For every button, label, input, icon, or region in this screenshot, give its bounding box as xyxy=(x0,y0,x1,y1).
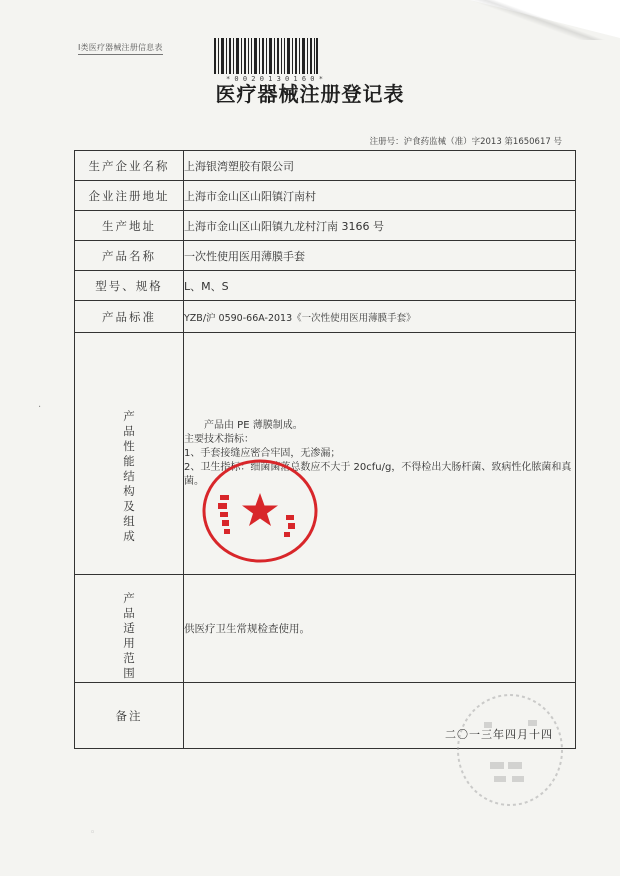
composition-item: 2、卫生指标：细菌菌落总数应不大于 20cfu/g，不得检出大肠杆菌、致病性化脓菌和真菌。 xyxy=(184,461,572,487)
row-label: 产品标准 xyxy=(75,301,184,333)
document-title: 医疗器械注册登记表 xyxy=(215,82,405,106)
composition-label: 产品性能结构及组成 xyxy=(123,408,135,543)
table-row xyxy=(75,151,576,181)
table-row xyxy=(75,241,576,271)
barcode-number: * 0 0 2 0 1 3 0 1 6 0 * xyxy=(226,75,323,83)
composition-label-cell xyxy=(75,333,184,575)
page-mark: · xyxy=(38,402,42,413)
row-value: 上海银湾塑胶有限公司 xyxy=(184,151,576,181)
composition-item: 1、手套接缝应密合牢固，无渗漏； xyxy=(184,447,341,459)
faint-stamp xyxy=(454,690,566,810)
table-row xyxy=(75,271,576,301)
row-value: YZB/沪 0590-66A-2013《一次性使用医用薄膜手套》 xyxy=(184,301,576,333)
usage-label-cell xyxy=(75,575,184,683)
table-row xyxy=(75,301,576,333)
row-value: 一次性使用医用薄膜手套 xyxy=(184,241,576,271)
fold-shadow xyxy=(460,0,620,40)
header-note: I类医疗器械注册信息表 xyxy=(78,42,163,55)
composition-intro: 产品由 PE 薄膜制成。 xyxy=(204,419,303,431)
registration-number: 注册号：沪食药监械（准）字2013 第1650617 号 xyxy=(369,137,562,147)
row-value: 上海市金山区山阳镇九龙村汀南 3166 号 xyxy=(184,211,576,241)
issue-date: 二〇一三年四月十四 xyxy=(445,728,553,741)
row-label: 生产地址 xyxy=(75,211,184,241)
usage-value: 供医疗卫生常规检查使用。 xyxy=(184,575,576,683)
barcode xyxy=(214,38,318,74)
row-label: 型号、规格 xyxy=(75,271,184,301)
row-label: 企业注册地址 xyxy=(75,181,184,211)
table-row xyxy=(75,181,576,211)
row-label: 产品名称 xyxy=(75,241,184,271)
official-seal xyxy=(200,457,320,565)
row-value: L、M、S xyxy=(184,271,576,301)
paper-speck: ◦ xyxy=(90,828,96,838)
registration-table xyxy=(74,150,576,749)
table-row xyxy=(75,575,576,683)
composition-cell xyxy=(184,333,576,575)
row-value: 上海市金山区山阳镇汀南村 xyxy=(184,181,576,211)
remarks-label: 备注 xyxy=(75,683,184,749)
table-row xyxy=(75,333,576,575)
usage-label: 产品适用范围 xyxy=(123,591,135,680)
row-label: 生产企业名称 xyxy=(75,151,184,181)
composition-heading: 主要技术指标： xyxy=(184,433,254,445)
table-row xyxy=(75,211,576,241)
